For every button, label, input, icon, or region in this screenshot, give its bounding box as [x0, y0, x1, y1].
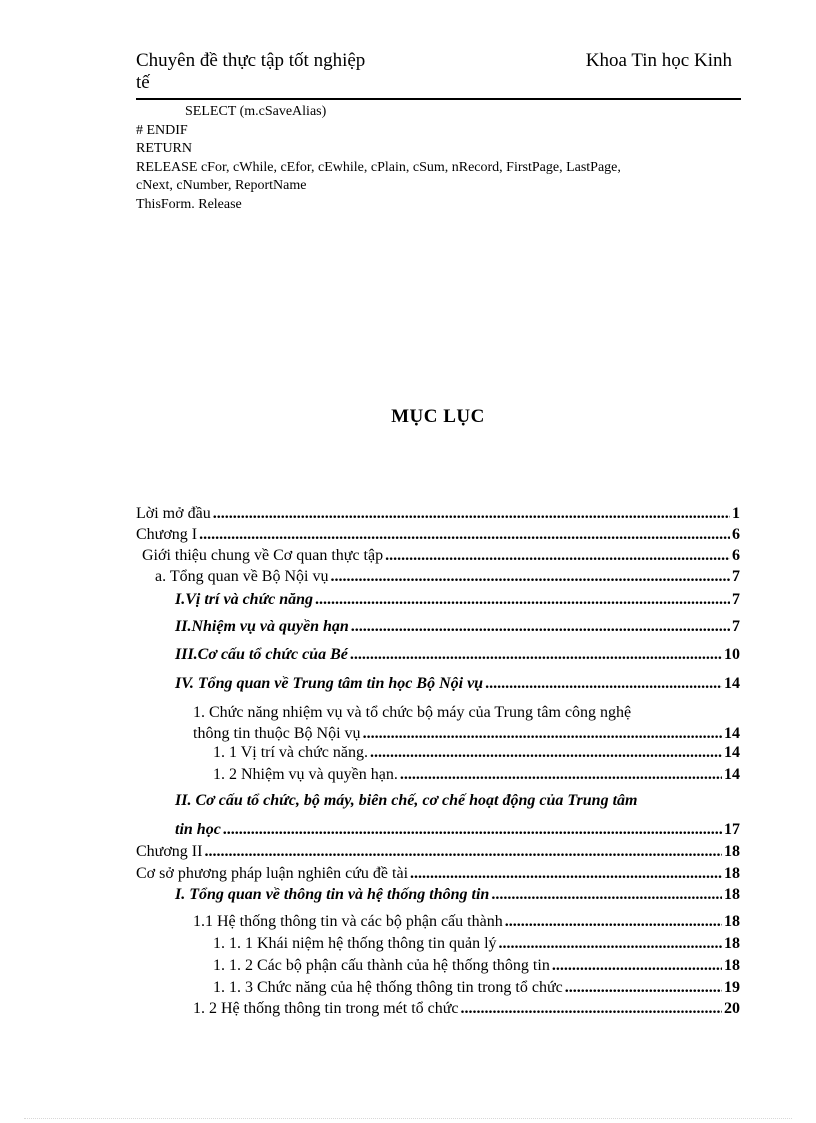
code-line: RELEASE cFor, cWhile, cEfor, cEwhile, cPlain, cSum, nRecord, FirstPage, LastPage,	[136, 159, 621, 175]
toc-entry[interactable]	[136, 525, 740, 545]
code-line: ThisForm. Release	[136, 196, 242, 212]
toc-leader	[350, 645, 722, 665]
toc-entry-text: IV. Tổng quan về Trung tâm tin học Bộ Nội vụ	[175, 675, 484, 692]
toc-leader	[505, 912, 722, 932]
toc-leader	[499, 934, 722, 954]
toc-entry[interactable]	[213, 934, 740, 954]
toc-entry[interactable]	[213, 765, 740, 785]
toc-leader	[370, 743, 722, 763]
toc-entry[interactable]	[136, 842, 740, 862]
toc-entry-text: 1. 1. 3 Chức năng của hệ thống thông tin trong tổ chức	[213, 979, 563, 996]
toc-entry[interactable]	[213, 956, 740, 976]
toc-leader	[400, 765, 722, 785]
toc-leader	[204, 842, 722, 862]
toc-entry-text: II.Nhiệm vụ và quyền hạn	[175, 618, 349, 635]
header-divider	[136, 98, 741, 100]
toc-leader	[223, 815, 722, 844]
header-left	[136, 50, 426, 94]
toc-leader	[491, 885, 722, 905]
toc-leader	[461, 999, 722, 1019]
page-header	[136, 50, 740, 98]
toc-leader	[363, 723, 722, 744]
toc-entry-text: I. Tổng quan về thông tin và hệ thống thông tin	[175, 886, 490, 903]
toc-entry[interactable]	[175, 674, 740, 694]
toc-entry[interactable]	[193, 912, 740, 932]
code-line: # ENDIF	[136, 122, 188, 138]
toc-entry-page: 20	[724, 1000, 740, 1017]
toc-entry-page: 18	[724, 886, 740, 903]
toc-entry-page: 17	[724, 821, 740, 838]
toc-entry[interactable]	[136, 864, 740, 884]
toc-entry[interactable]	[213, 743, 740, 763]
toc-leader	[199, 525, 730, 545]
header-left-line1: Chuyên đề thực tập tốt nghiệp	[136, 50, 366, 71]
toc-leader	[330, 567, 730, 587]
code-line: SELECT (m.cSaveAlias)	[185, 104, 327, 119]
toc-entry-text: 1.1 Hệ thống thông tin và các bộ phận cấu thành	[193, 913, 503, 930]
toc-entry[interactable]	[193, 702, 740, 744]
page-bottom-border	[24, 1118, 792, 1119]
toc-entry[interactable]	[155, 567, 740, 587]
toc-leader	[213, 504, 730, 524]
toc-leader	[565, 978, 722, 998]
toc-leader	[485, 674, 722, 694]
toc-leader	[351, 617, 730, 637]
toc-entry-text: 1. 2 Hệ thống thông tin trong mét tổ chức	[193, 1000, 459, 1017]
toc-entry[interactable]	[175, 645, 740, 665]
toc-entry-page: 18	[724, 935, 740, 952]
toc-entry-page: 14	[724, 766, 740, 783]
toc-entry-text: Chương I	[136, 526, 198, 543]
toc-leader	[410, 864, 722, 884]
toc-entry-text: 1. 1 Vị trí và chức năng.	[213, 744, 369, 761]
toc-entry-text-cont: thông tin thuộc Bộ Nội vụ	[193, 725, 361, 742]
toc-leader	[552, 956, 722, 976]
toc-entry-text-cont: tin học	[175, 821, 221, 838]
toc-entry[interactable]	[136, 504, 740, 524]
toc-entry-text: Lời mở đầu	[136, 505, 211, 522]
toc-entry-text: Giới thiệu chung về Cơ quan thực tập	[142, 547, 384, 564]
toc-entry[interactable]	[193, 999, 740, 1019]
toc-entry-text: Chương II	[136, 843, 203, 860]
toc-entry-text: 1. 1. 2 Các bộ phận cấu thành của hệ thống thông tin	[213, 957, 550, 974]
toc-entry-text: I.Vị trí và chức năng	[175, 591, 314, 608]
toc-entry-page: 10	[724, 646, 740, 663]
code-line: cNext, cNumber, ReportName	[136, 178, 307, 194]
toc-entry[interactable]	[175, 617, 740, 637]
toc-entry-text: Cơ sở phương pháp luận nghiên cứu đề tài	[136, 865, 409, 882]
toc-entry-page: 7	[732, 618, 740, 635]
toc-entry-page: 7	[732, 568, 740, 585]
toc-entry-text: 1. 2 Nhiệm vụ và quyền hạn.	[213, 766, 398, 783]
code-line: RETURN	[136, 141, 192, 157]
toc-entry-page: 7	[732, 591, 740, 608]
toc-entry-page: 14	[724, 725, 740, 742]
toc-entry[interactable]	[213, 978, 740, 998]
toc-entry-text: 1. Chức năng nhiệm vụ và tổ chức bộ máy của Trung tâm công nghệ	[193, 704, 632, 721]
toc-entry-page: 14	[724, 744, 740, 761]
toc-entry-page: 18	[724, 865, 740, 882]
toc-leader	[385, 546, 730, 566]
toc-entry-text: III.Cơ cấu tổ chức của Bé	[175, 646, 348, 663]
toc-entry[interactable]	[175, 786, 740, 844]
header-right: Khoa Tin học Kinh	[585, 50, 732, 71]
toc-entry-text: 1. 1. 1 Khái niệm hệ thống thông tin quản lý	[213, 935, 497, 952]
toc-entry-page: 18	[724, 913, 740, 930]
toc-entry-page: 6	[732, 547, 740, 564]
toc-entry-text: a. Tổng quan về Bộ Nội vụ	[155, 568, 329, 585]
toc-entry-text: II. Cơ cấu tổ chức, bộ máy, biên chế, cơ chế hoạt động của Trung tâm	[175, 792, 638, 809]
toc-entry-page: 14	[724, 675, 740, 692]
header-left-line2: tế	[136, 72, 150, 93]
toc-entry-page: 1	[732, 505, 740, 522]
toc-entry-page: 19	[724, 979, 740, 996]
toc-entry[interactable]	[142, 546, 740, 566]
toc-leader	[315, 590, 730, 610]
toc-title: MỤC LỤC	[391, 406, 485, 427]
toc-entry-page: 18	[724, 843, 740, 860]
toc-entry-page: 18	[724, 957, 740, 974]
code-block	[136, 103, 736, 215]
toc-entry-page: 6	[732, 526, 740, 543]
toc-entry[interactable]	[175, 590, 740, 610]
toc-entry[interactable]	[175, 885, 740, 905]
